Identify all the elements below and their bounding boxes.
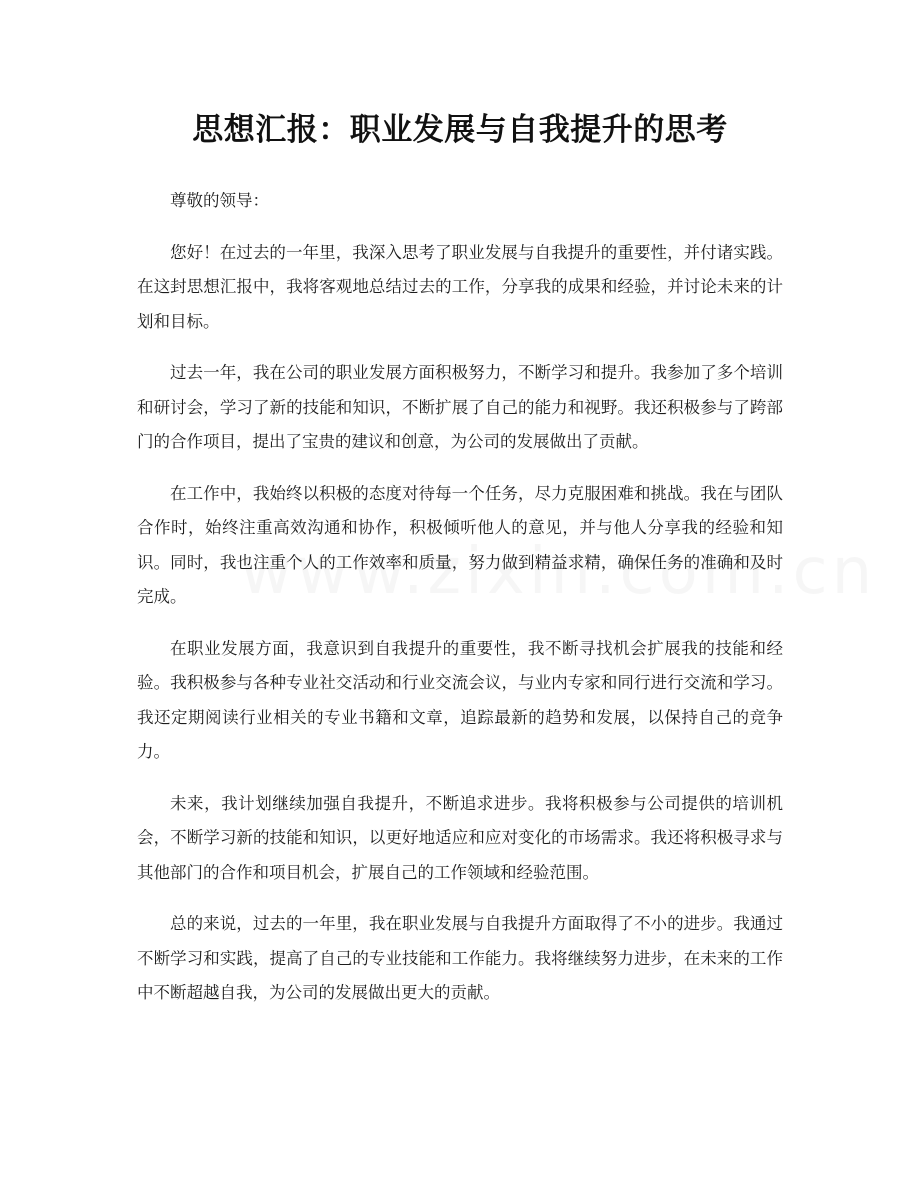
- document-title: 思想汇报：职业发展与自我提升的思考: [192, 112, 728, 148]
- paragraph-summary: 总的来说，过去的一年里，我在职业发展与自我提升方面取得了不小的进步。我通过不断学习和实践，提高了自己的专业技能和工作能力。我将继续努力进步，在未来的工作中不断超越自我，为公司的发展做出更大的贡献。: [137, 914, 783, 1002]
- paragraph-past-year: 过去一年，我在公司的职业发展方面积极努力，不断学习和提升。我参加了多个培训和研讨会，学习了新的技能和知识，不断扩展了自己的能力和视野。我还积极参与了跨部门的合作项目，提出了宝贵的建议和创意，为公司的发展做出了贡献。: [137, 363, 783, 451]
- paragraph-greeting: 您好！在过去的一年里，我深入思考了职业发展与自我提升的重要性，并付诸实践。在这封思想汇报中，我将客观地总结过去的工作，分享我的成果和经验，并讨论未来的计划和目标。: [137, 242, 783, 331]
- document-body: [137, 184, 783, 1028]
- salutation: 尊敬的领导：: [170, 191, 269, 210]
- paragraph-career-development: 在职业发展方面，我意识到自我提升的重要性，我不断寻找机会扩展我的技能和经验。我积极参与各种专业社交活动和行业交流会议，与业内专家和同行进行交流和学习。我还定期阅读行业相关的专业书籍和文章，追踪最新的趋势和发展，以保持自己的竞争力。: [137, 638, 783, 761]
- paragraph-future-plans: 未来，我计划继续加强自我提升，不断追求进步。我将积极参与公司提供的培训机会，不断学习新的技能和知识，以更好地适应和应对变化的市场需求。我还将积极寻求与其他部门的合作和项目机会，扩展自己的工作领域和经验范围。: [137, 793, 783, 882]
- paragraph-work-attitude: 在工作中，我始终以积极的态度对待每一个任务，尽力克服困难和挑战。我在与团队合作时，始终注重高效沟通和协作，积极倾听他人的意见，并与他人分享我的经验和知识。同时，我也注重个人的工作效率和质量，努力做到精益求精，确保任务的准确和及时完成。: [137, 483, 783, 606]
